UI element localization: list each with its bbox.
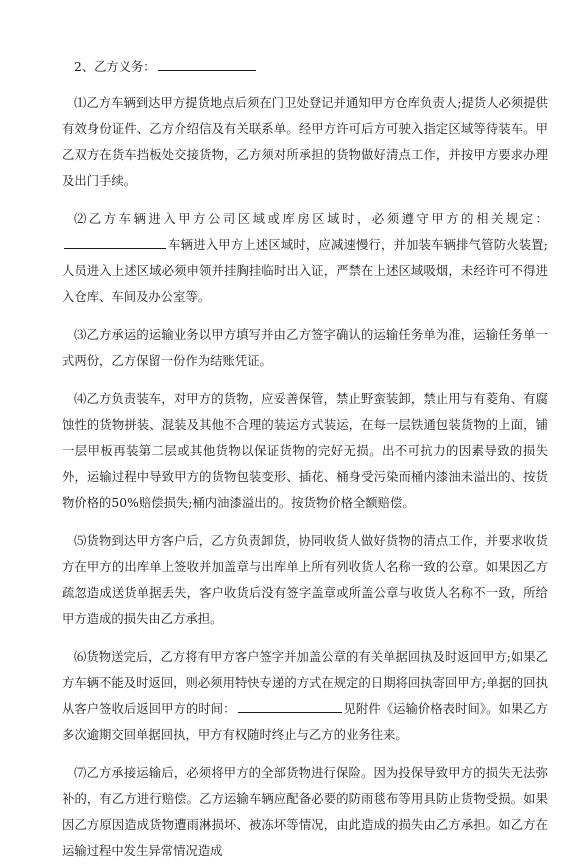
clause-3: ⑶乙方承运的运输业务以甲方填写并由乙方签字确认的运输任务单为准，运输任务单一式两份，乙方保留一份作为结账凭证。 [62, 328, 548, 368]
clause-6-blank-line [238, 700, 342, 713]
clause-2-blank-line [64, 236, 166, 249]
clause-2-text-b: 车辆进入甲方上述区域时，应减速慢行，并加装车辆排气管防火装置;人员进入上述区域必须申领并挂胸挂临时出入证，严禁在上述区域吸烟，未经许可不得进入仓库、车间及办公室等。 [62, 238, 548, 304]
clause-7: ⑺乙方承接运输后，必须将甲方的全部货物进行保险。因为投保导致甲方的损失无法弥补的，有乙方进行赔偿。乙方运输车辆应配备必要的防雨毯布等用具防止货物受损。如果因乙方原因造成货物遭雨淋损坏、被冻坏等情况，由此造成的损失由乙方承担。如乙方在运输过程中发生异常情况造成 [62, 766, 548, 858]
clause-4: ⑷乙方负责装车，对甲方的货物，应妥善保管，禁止野蛮装卸，禁止用与有菱角、有腐蚀性的货物拼装、混装及其他不合理的装运方式装运，在每一层铁通包装货物的上面，铺一层甲板再装第二层或其他货物以保证货物的完好无损。出不可抗力的因素导致的损失外，运输过程中导致甲方的货物包装变形、插花、桶身受污染而桶内漆油未溢出的、按货物价格的50%赔偿损失;桶内油漆溢出的。按货物价格全额赔偿。 [62, 392, 548, 510]
clause-1: ⑴乙方车辆到达甲方提货地点后须在门卫处登记并通知甲方仓库负责人;提货人必须提供有效身份证件、乙方介绍信及有关联系单。经甲方许可后方可驶入指定区域等待装车。甲乙双方在货车挡板处交接货物，乙方须对所承担的货物做好清点工作，并按甲方要求办理及出门手续。 [62, 96, 548, 188]
section-heading [62, 54, 548, 80]
clause-6-text-a: ⑹货物送完后，乙方将有甲方客户签字并加盖公章的有关单据回执及时返回甲方;如果乙方车辆不能及时返回，则必须用特快专递的方式在规定的日期将回执寄回甲方;单据的回执从客户签收后返回甲方的时间： [62, 650, 548, 716]
section-heading-label: 2、乙方义务： [74, 60, 156, 74]
heading-blank-line [158, 58, 256, 71]
clause-5: ⑸货物到达甲方客户后，乙方负责卸货，协同收货人做好货物的清点工作，并要求收货方在甲方的出库单上签收并加盖章与出库单上所有列收货人名称一致的公章。如果因乙方疏忽造成送货单据丢失，客户收货后没有签字盖章或所盖公章与收货人名称不一致，所给甲方造成的损失由乙方承担。 [62, 534, 548, 626]
clause-2 [62, 206, 548, 310]
clause-6-text-b: 见附件《运输价格表时间》。如果乙方多次逾期交回单据回执，甲方有权随时终止与乙方的业务往来。 [62, 702, 549, 742]
clause-2-text-a: ⑵乙方车辆进入甲方公司区域或库房区域时，必须遵守甲方的相关规定： [74, 212, 548, 226]
clause-6 [62, 644, 548, 748]
